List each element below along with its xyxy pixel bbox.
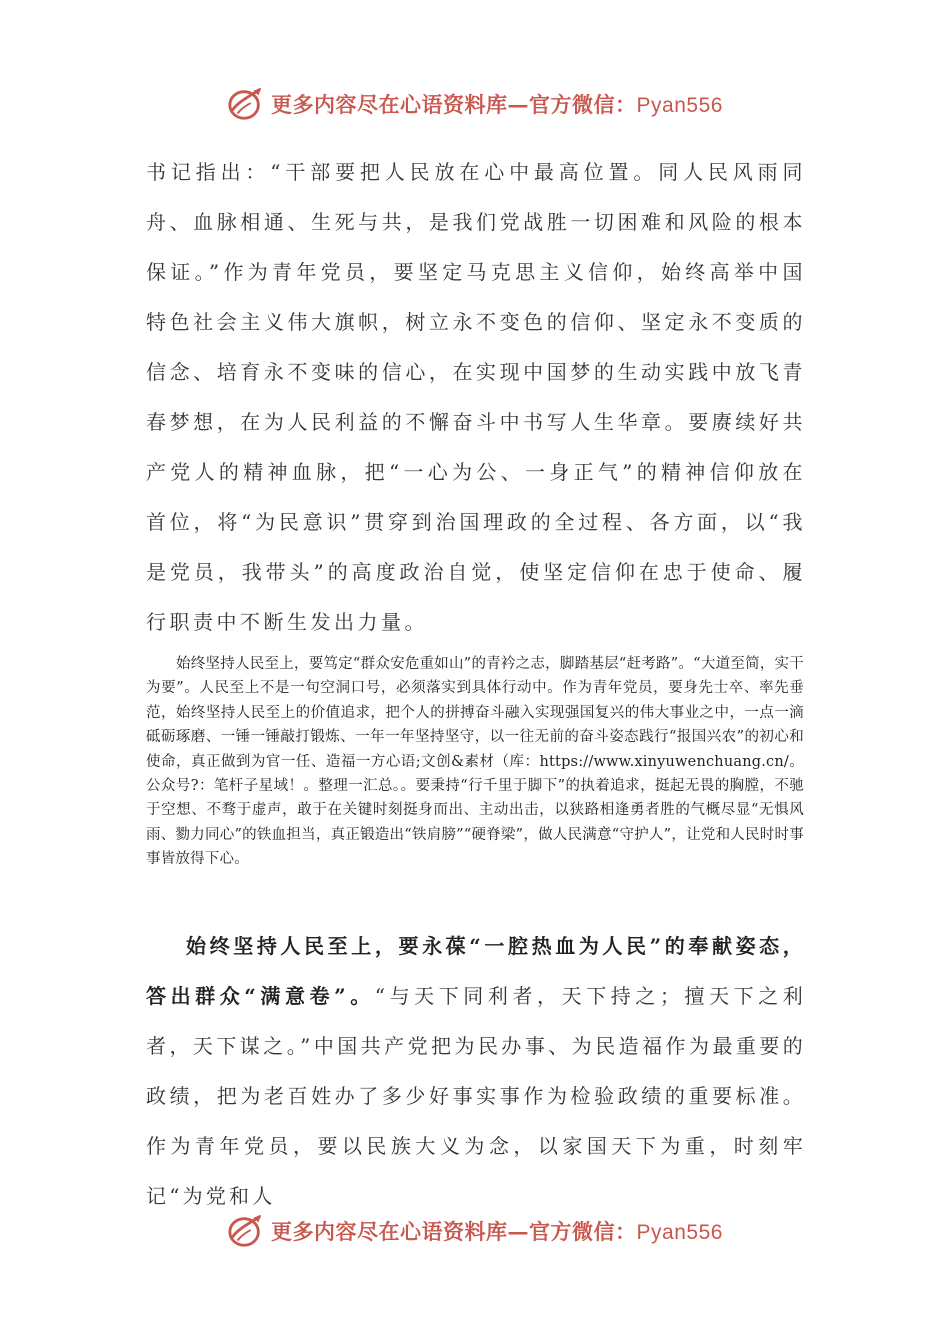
banner-text: 更多内容尽在心语资料库—官方微信：Pyan556 (271, 1219, 723, 1244)
pen-logo-icon (227, 85, 265, 123)
paragraph-3-body: “与天下同利者，天下持之；擅天下之利者，天下谋之。”中国共产党把为民办事、为民造福作为最重要的政绩，把为老百姓办了多少好事实事作为检验政绩的重要标准。作为青年党员，要以民族大义为念，以家国天下为重，时刻牢记“为党和人 (146, 984, 807, 1208)
header-banner (0, 84, 950, 124)
paragraph-2: 始终坚持人民至上，要笃定“群众安危重如山”的青衿之志，脚踏基层“赶考路”。“大道至简，实干为要”。人民至上不是一句空洞口号，必须落实到具体行动中。作为青年党员，要身先士卒、率先垂范，始终坚持人民至上的价值追求，把个人的拼搏奋斗融入实现强国复兴的伟大事业之中，一点一滴砥砺琢磨、一锤一锤敲打锻炼、一年一年坚持坚守，以一往无前的奋斗姿态践行“报国兴农”的初心和使命，真正做到为官一任、造福一方心语;文创&素材（库：https://www.xinyuwenchuang.cn/。公众号?：笔杆子星域！。整理一汇总。。要秉持“行千里于脚下”的执着追求，挺起无畏的胸膛，不驰于空想、不骛于虚声，敢于在关键时刻挺身而出、主动出击，以狭路相逢勇者胜的气概尽显“无惧风雨、勠力同心”的铁血担当，真正锻造出“铁肩膀”“硬脊梁”，做人民满意“守护人”，让党和人民时时事事皆放得下心。 (146, 656, 804, 868)
paragraph-3 (146, 921, 806, 1221)
wechat-id: Pyan556 (636, 94, 723, 117)
paragraph-3-heading: 始终坚持人民至上，要永葆“一腔热血为人民”的奉献姿态，答出群众“满意卷”。 (146, 934, 806, 1008)
wechat-id: Pyan556 (636, 1221, 723, 1244)
banner-text: 更多内容尽在心语资料库—官方微信：Pyan556 (271, 92, 723, 117)
footer-banner (0, 1211, 950, 1251)
paragraph-1: 书记指出：“干部要把人民放在心中最高位置。同人民风雨同舟、血脉相通、生死与共，是我们党战胜一切困难和风险的根本保证。”作为青年党员，要坚定马克思主义信仰，始终高举中国特色社会主义伟大旗帜，树立永不变色的信仰、坚定永不变质的信念、培育永不变味的信心，在实现中国梦的生动实践中放飞青春梦想，在为人民利益的不懈奋斗中书写人生华章。要赓续好共产党人的精神血脉，把“一心为公、一身正气”的精神信仰放在首位，将“为民意识”贯穿到治国理政的全过程、各方面，以“我是党员，我带头”的高度政治自觉，使坚定信仰在忠于使命、履行职责中不断生发出力量。 (146, 160, 806, 634)
pen-logo-icon (227, 1212, 265, 1250)
